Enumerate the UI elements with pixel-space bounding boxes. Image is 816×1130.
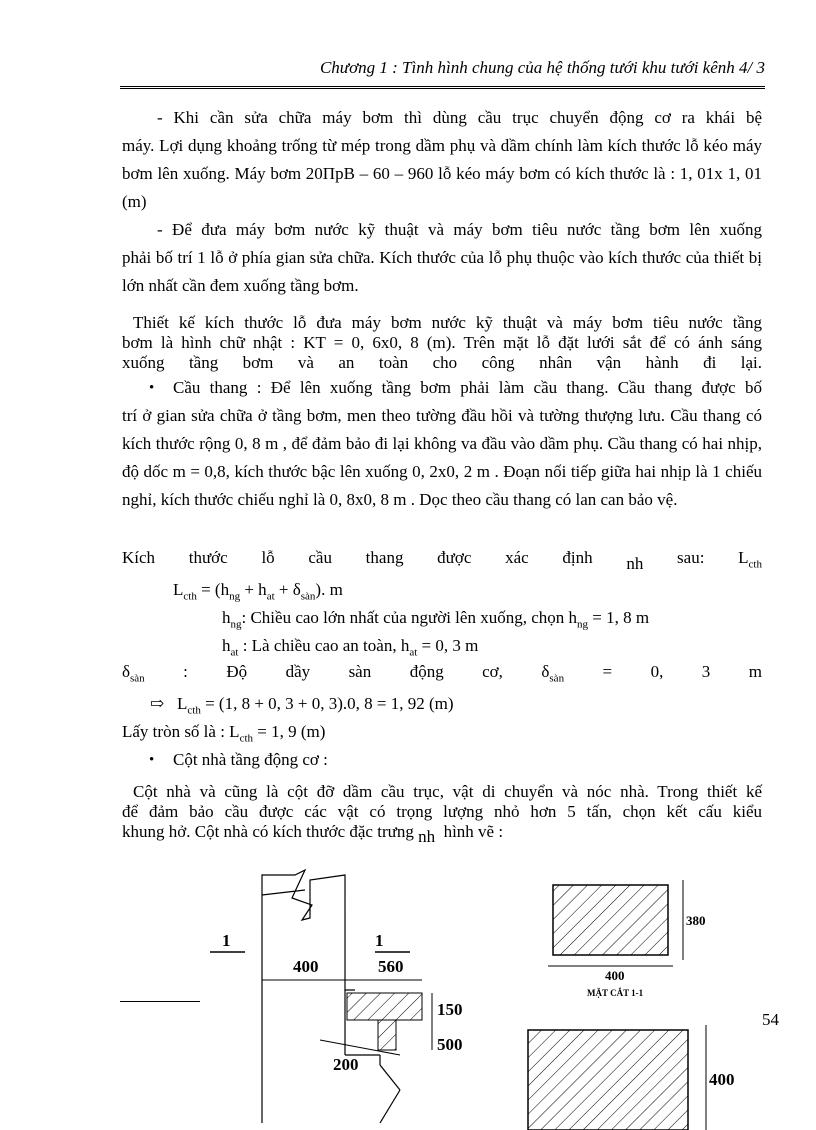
paragraph-3-line-1: Thiết kế kích thước lỗ đưa máy bơm nước kỹ thuật và máy bơm tiêu nước tầng [133, 313, 762, 332]
symbol-lcth: $L_{cth}$ [738, 548, 762, 571]
rounded-result: Lấy tròn số là : $L_{cth} = 1$, 9 (m) [122, 722, 326, 745]
column-bullet: • Cột nhà tầng động cơ : [173, 746, 328, 774]
word: thước [188, 548, 228, 567]
word: Kích [122, 548, 156, 567]
arrow-icon: ⇨ [150, 694, 165, 713]
section-width-label: 400 [605, 968, 625, 983]
formula-intro-line [122, 548, 762, 573]
beam-hatch [378, 1020, 396, 1050]
word: lỗ [261, 548, 275, 567]
footnote-rule [120, 1001, 200, 1002]
result-line: ⇨ $L_{cth} = (1$, 8 + 0, 3 + 0, 3).0, 8 = 1, 92 (m) [150, 694, 454, 717]
paragraph-2: phải bố trí 1 lỗ ở phía gian sửa chữa. Kích thước của lỗ phụ thuộc vào kích thước của thiết bị lớn nhất cần đem xuống tầng bơm. [122, 248, 762, 295]
word: thang [365, 548, 404, 567]
paragraph-2-first-line: - Để đưa máy bơm nước kỹ thuật và máy bơm tiêu nước tầng bơm lên xuống [157, 220, 762, 239]
corbel-hatch [347, 993, 422, 1020]
dim-560-label: 560 [378, 957, 404, 976]
page-number: 54 [762, 1010, 779, 1029]
stairs-equation: $L_{cth} = (h_{ng} + h_{at} + \delta_{sàn})$. m [173, 580, 343, 603]
word: được [437, 548, 472, 567]
paragraph-5-line-1: Cột nhà và cũng là cột đỡ dầm cầu trục, vật di chuyển và nóc nhà. Trong thiết kế [133, 782, 762, 801]
word: nh [626, 554, 644, 573]
paragraph-1: máy. Lợi dụng khoảng trống từ mép trong dầm phụ và dầm chính làm kích thước lỗ kéo máy bơm lên xuống. Máy bơm 20ПрВ – 60 – 960 lỗ kéo máy bơm có kích thước là : 1, 01x 1, 01 (m) [122, 136, 762, 211]
hat-definition: $h_{at}$ : Là chiều cao an toàn, $h_{at} = 0$, 3 m [222, 636, 479, 659]
section-title: MẶT CẮT 1-1 [587, 988, 644, 998]
section2-height-label: 400 [709, 1070, 735, 1089]
word: định [562, 548, 593, 567]
paragraph-3-line-3: xuống tầng bơm và an toàn cho công nhân vận hành đi lại. [122, 353, 762, 372]
section-2 [528, 1030, 688, 1130]
dim-500-label: 500 [437, 1035, 463, 1054]
section-label-right: 1 [375, 931, 384, 950]
word: sau: [677, 548, 705, 567]
paragraph-5-line-2: để đảm bảo cầu được các vật có trọng lượng nhỏ hơn 5 tấn, chọn kết cấu kiểu [122, 802, 762, 821]
paragraph-1-first-line: - Khi cần sửa chữa máy bơm thì dùng cầu trục chuyển động cơ ra khái bệ [157, 108, 762, 127]
section-label-left: 1 [222, 931, 231, 950]
word: xác [505, 548, 529, 567]
paragraph-3-line-2: bơm là hình chữ nhật : KT = 0, 6x0, 8 (m). Trên mặt lỗ đặt lưới sắt để có ánh sáng [122, 333, 762, 352]
dim-150-label: 150 [437, 1000, 463, 1019]
stairs-bullet-first-line: • Cầu thang : Để lên xuống tầng bơm phải làm cầu thang. Cầu thang được bố [173, 374, 762, 402]
floor-thickness-line: $\delta_{sàn}$ : Độ dầy sàn động cơ, $\delta_{sàn}$ = 0, 3 m [122, 662, 762, 685]
column-drawing [0, 850, 816, 1130]
symbol-delta-san: $\delta_{sàn}$ [122, 662, 145, 685]
stairs-paragraph: trí ở gian sửa chữa ở tầng bơm, men theo tường đầu hồi và tường thượng lưu. Cầu thang có kích thước rộng 0, 8 m , để đảm bảo đi lại không va đầu vào dầm phụ. Cầu thang có hai nhịp, độ dốc m = 0,8, kích thước bậc lên xuống 0, 2x0, 2 m . Đoạn nối tiếp giữa hai nhịp là 1 chiếu nghỉ, kích thước chiếu nghỉ là 0, 8x0, 8 m . Dọc theo cầu thang có lan can bảo vệ. [122, 406, 762, 509]
header-rule [120, 86, 765, 89]
section-height-label: 380 [686, 913, 706, 928]
dim-200-label: 200 [333, 1055, 359, 1074]
dim-400-label: 400 [293, 957, 319, 976]
paragraph-5-line-3: khung hở. Cột nhà có kích thước đặc trưng nh hình vẽ : [122, 822, 504, 846]
hng-definition: $h_{ng}$: Chiều cao lớn nhất của người lên xuống, chọn $h_{ng} = 1$, 8 m [222, 608, 650, 631]
section-1-1 [553, 885, 668, 955]
word: cầu [308, 548, 332, 567]
chapter-header: Chương 1 : Tình hình chung của hệ thống tưới khu tưới kênh 4/ 3 [319, 58, 765, 77]
